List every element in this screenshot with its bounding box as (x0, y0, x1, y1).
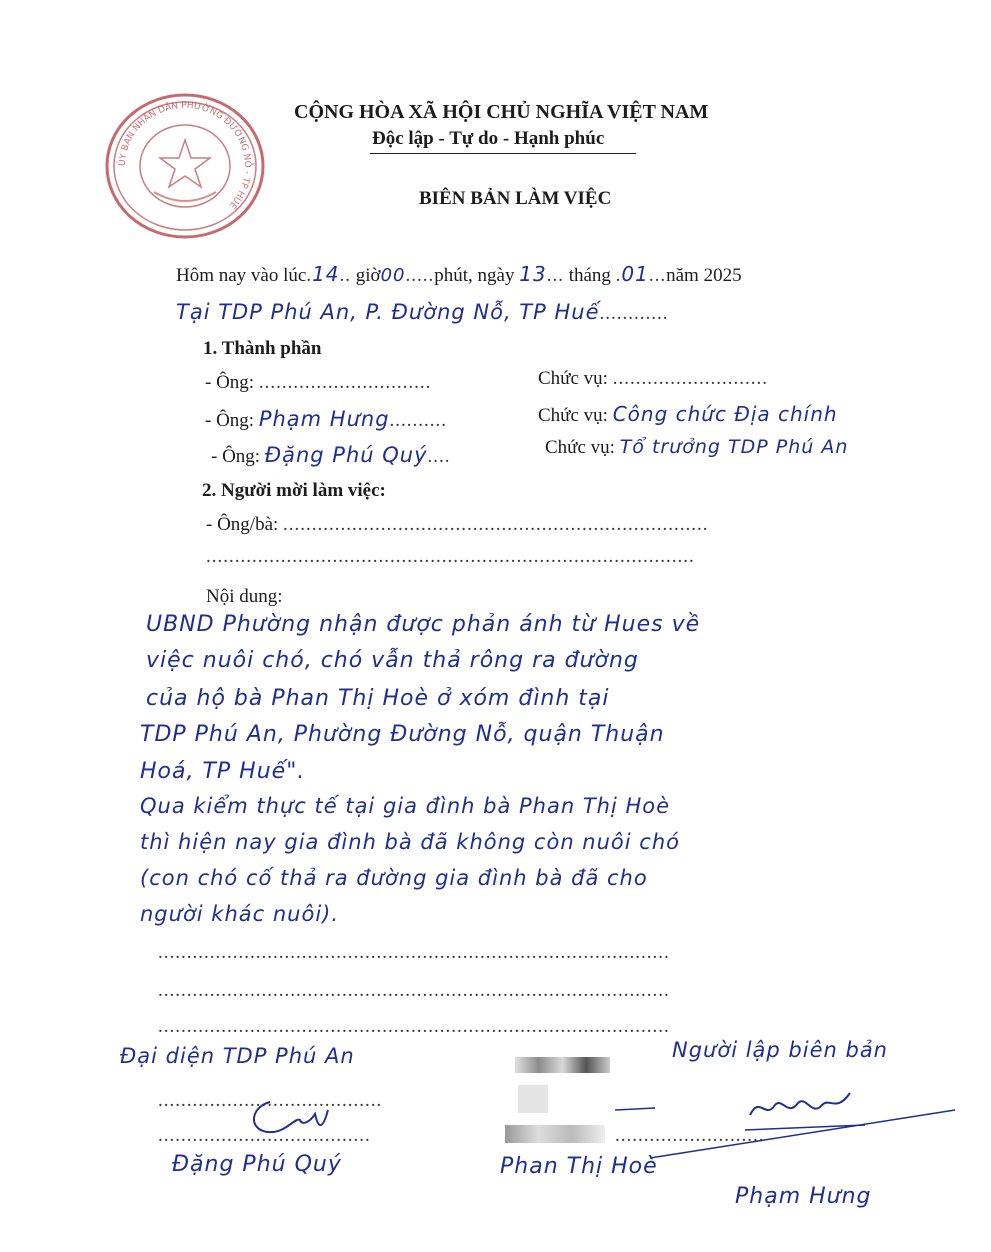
left-signature-scribble (240, 1092, 330, 1142)
right-signature-title: Người lập biên bản (672, 1038, 888, 1062)
member-2-role-label: Chức vụ: (538, 405, 608, 426)
month-value: 01 (621, 262, 649, 286)
content-line-6: Qua kiểm thực tế tại gia đình bà Phan Thị Hoè (140, 794, 671, 818)
location-line: Tại TDP Phú An, P. Đường Nỗ, TP Huế............ (176, 300, 669, 324)
content-dotted-line-1: ......................................................................................... (158, 942, 670, 963)
document-title: BIÊN BẢN LÀM VIỆC (419, 188, 612, 209)
content-line-5: Hoá, TP Huế". (140, 759, 306, 784)
member-row-3-role (545, 436, 848, 459)
location-value: Tại TDP Phú An, P. Đường Nỗ, TP Huế (176, 300, 600, 324)
invitee-row: - Ông/bà: .......................................................................... (206, 514, 709, 535)
member-row-1-role: Chức vụ: ........................... (538, 368, 768, 389)
year-label: năm 2025 (666, 265, 742, 286)
day-value: 13 (519, 262, 547, 286)
signature-dotted-line-2: ..................................... (158, 1125, 371, 1146)
content-line-9: người khác nuôi). (140, 902, 340, 926)
redacted-blur-2 (518, 1085, 548, 1113)
content-line-1: UBND Phường nhận được phản ánh từ Hues về (146, 612, 701, 637)
section1-title: 1. Thành phần (203, 338, 322, 359)
content-line-2: việc nuôi chó, chó vẫn thả rông ra đường (146, 648, 639, 673)
content-line-8: (con chó cố thả ra đường gia đình bà đã cho (140, 866, 648, 890)
left-signature-title: Đại diện TDP Phú An (120, 1044, 355, 1068)
content-line-3: của hộ bà Phan Thị Hoè ở xóm đình tại (146, 686, 610, 711)
seal-ring-text: ỦY BAN NHÂN DÂN PHƯỜNG ĐƯỜNG NỖ - TP HUẾ (117, 100, 253, 211)
member-3-role: Tổ trưởng TDP Phú An (619, 436, 849, 458)
member-1-label: - Ông: (205, 372, 255, 393)
content-dotted-line-3: ......................................................................................... (158, 1016, 670, 1037)
content-line-4: TDP Phú An, Phường Đường Nỗ, quận Thuận (140, 722, 665, 747)
middle-signatory-name: Phan Thị Hoè (500, 1154, 658, 1179)
member-1-role-label: Chức vụ: (538, 368, 608, 389)
signature-dotted-line-3: .......................... (615, 1125, 765, 1146)
redacted-blur-3 (505, 1125, 605, 1143)
hour-label: giờ (355, 265, 381, 286)
minute-value: 00 (380, 265, 406, 286)
hour-value: 14 (312, 262, 340, 286)
member-2-name: Phạm Hưng (258, 407, 390, 431)
invitee-dotted-line: ..................................................................................... (206, 546, 695, 567)
signature-dotted-line-1: ....................................... (158, 1090, 383, 1111)
right-signatory-name: Phạm Hưng (735, 1184, 872, 1209)
intro-date-line: Hôm nay vào lúc.14.. giờ00.....phút, ngày 13... tháng .01...năm 2025 (176, 262, 742, 286)
member-row-3: - Ông: Đặng Phú Quý.... (211, 443, 451, 467)
member-row-2-role (538, 402, 838, 427)
nation-header: CỘNG HÒA XÃ HỘI CHỦ NGHĨA VIỆT NAM (294, 101, 709, 123)
minute-day-label: phút, ngày (434, 265, 515, 286)
content-dotted-line-2: ......................................................................................... (158, 980, 670, 1001)
member-2-role: Công chức Địa chính (612, 402, 838, 426)
invitee-label: - Ông/bà: (206, 514, 279, 535)
member-row-2: - Ông: Phạm Hưng.......... (205, 407, 448, 431)
section2-title: 2. Người mời làm việc: (202, 480, 386, 501)
content-label: Nội dung: (206, 586, 283, 607)
content-line-7: thì hiện nay gia đình bà đã không còn nuôi chó (140, 830, 680, 854)
motto-underline (370, 153, 636, 154)
member-row-1: - Ông: .............................. (205, 372, 432, 393)
official-seal-stamp (104, 92, 266, 240)
intro-prefix: Hôm nay vào lúc (176, 265, 307, 286)
left-signatory-name: Đặng Phú Quý (172, 1152, 342, 1177)
month-label: tháng (568, 265, 611, 286)
member-2-label: - Ông: (205, 410, 255, 431)
motto: Độc lập - Tự do - Hạnh phúc (372, 128, 605, 149)
member-3-name: Đặng Phú Quý (264, 443, 428, 467)
member-3-role-label: Chức vụ: (545, 437, 615, 458)
redacted-blur-1 (515, 1057, 610, 1073)
member-3-label: - Ông: (211, 446, 261, 467)
